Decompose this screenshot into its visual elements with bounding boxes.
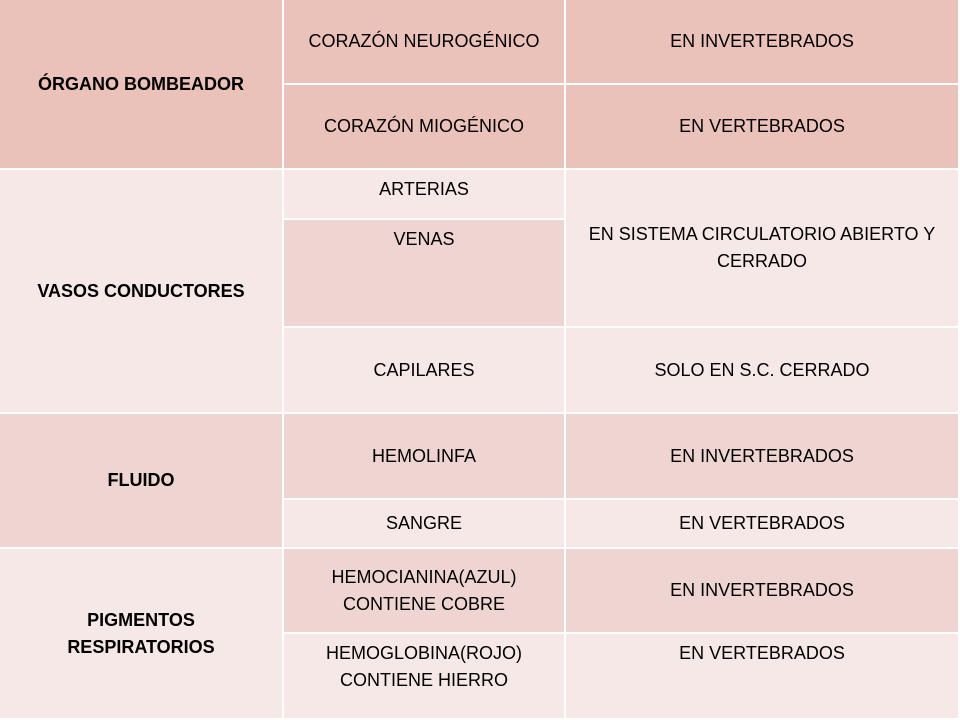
table-cell-item: ARTERIAS bbox=[284, 170, 566, 220]
table-cell-note: SOLO EN S.C. CERRADO bbox=[566, 328, 960, 414]
table-cell-item: HEMOGLOBINA(ROJO) CONTIENE HIERRO bbox=[284, 634, 566, 720]
table-cell-note: EN VERTEBRADOS bbox=[566, 85, 960, 170]
table-cell-note: EN INVERTEBRADOS bbox=[566, 549, 960, 634]
table-cell-shared-note: EN SISTEMA CIRCULATORIO ABIERTO Y CERRADO bbox=[566, 170, 960, 328]
table-cell-item: HEMOCIANINA(AZUL) CONTIENE COBRE bbox=[284, 549, 566, 634]
group-header-fluido: FLUIDO bbox=[0, 414, 284, 549]
table-cell-item: VENAS bbox=[284, 220, 566, 328]
group-header-vasos-conductores: VASOS CONDUCTORES bbox=[0, 170, 284, 414]
table-cell-item: CORAZÓN NEUROGÉNICO bbox=[284, 0, 566, 85]
table-cell-note: EN INVERTEBRADOS bbox=[566, 0, 960, 85]
table-cell-note: EN VERTEBRADOS bbox=[566, 634, 960, 720]
table-cell-item: HEMOLINFA bbox=[284, 414, 566, 500]
group-header-organo-bombeador: ÓRGANO BOMBEADOR bbox=[0, 0, 284, 170]
table-cell-item: CORAZÓN MIOGÉNICO bbox=[284, 85, 566, 170]
table-cell-note: EN INVERTEBRADOS bbox=[566, 414, 960, 500]
table-cell-item: CAPILARES bbox=[284, 328, 566, 414]
table-cell-item: SANGRE bbox=[284, 500, 566, 549]
table-cell-note: EN VERTEBRADOS bbox=[566, 500, 960, 549]
group-header-pigmentos-respiratorios: PIGMENTOS RESPIRATORIOS bbox=[0, 549, 284, 720]
